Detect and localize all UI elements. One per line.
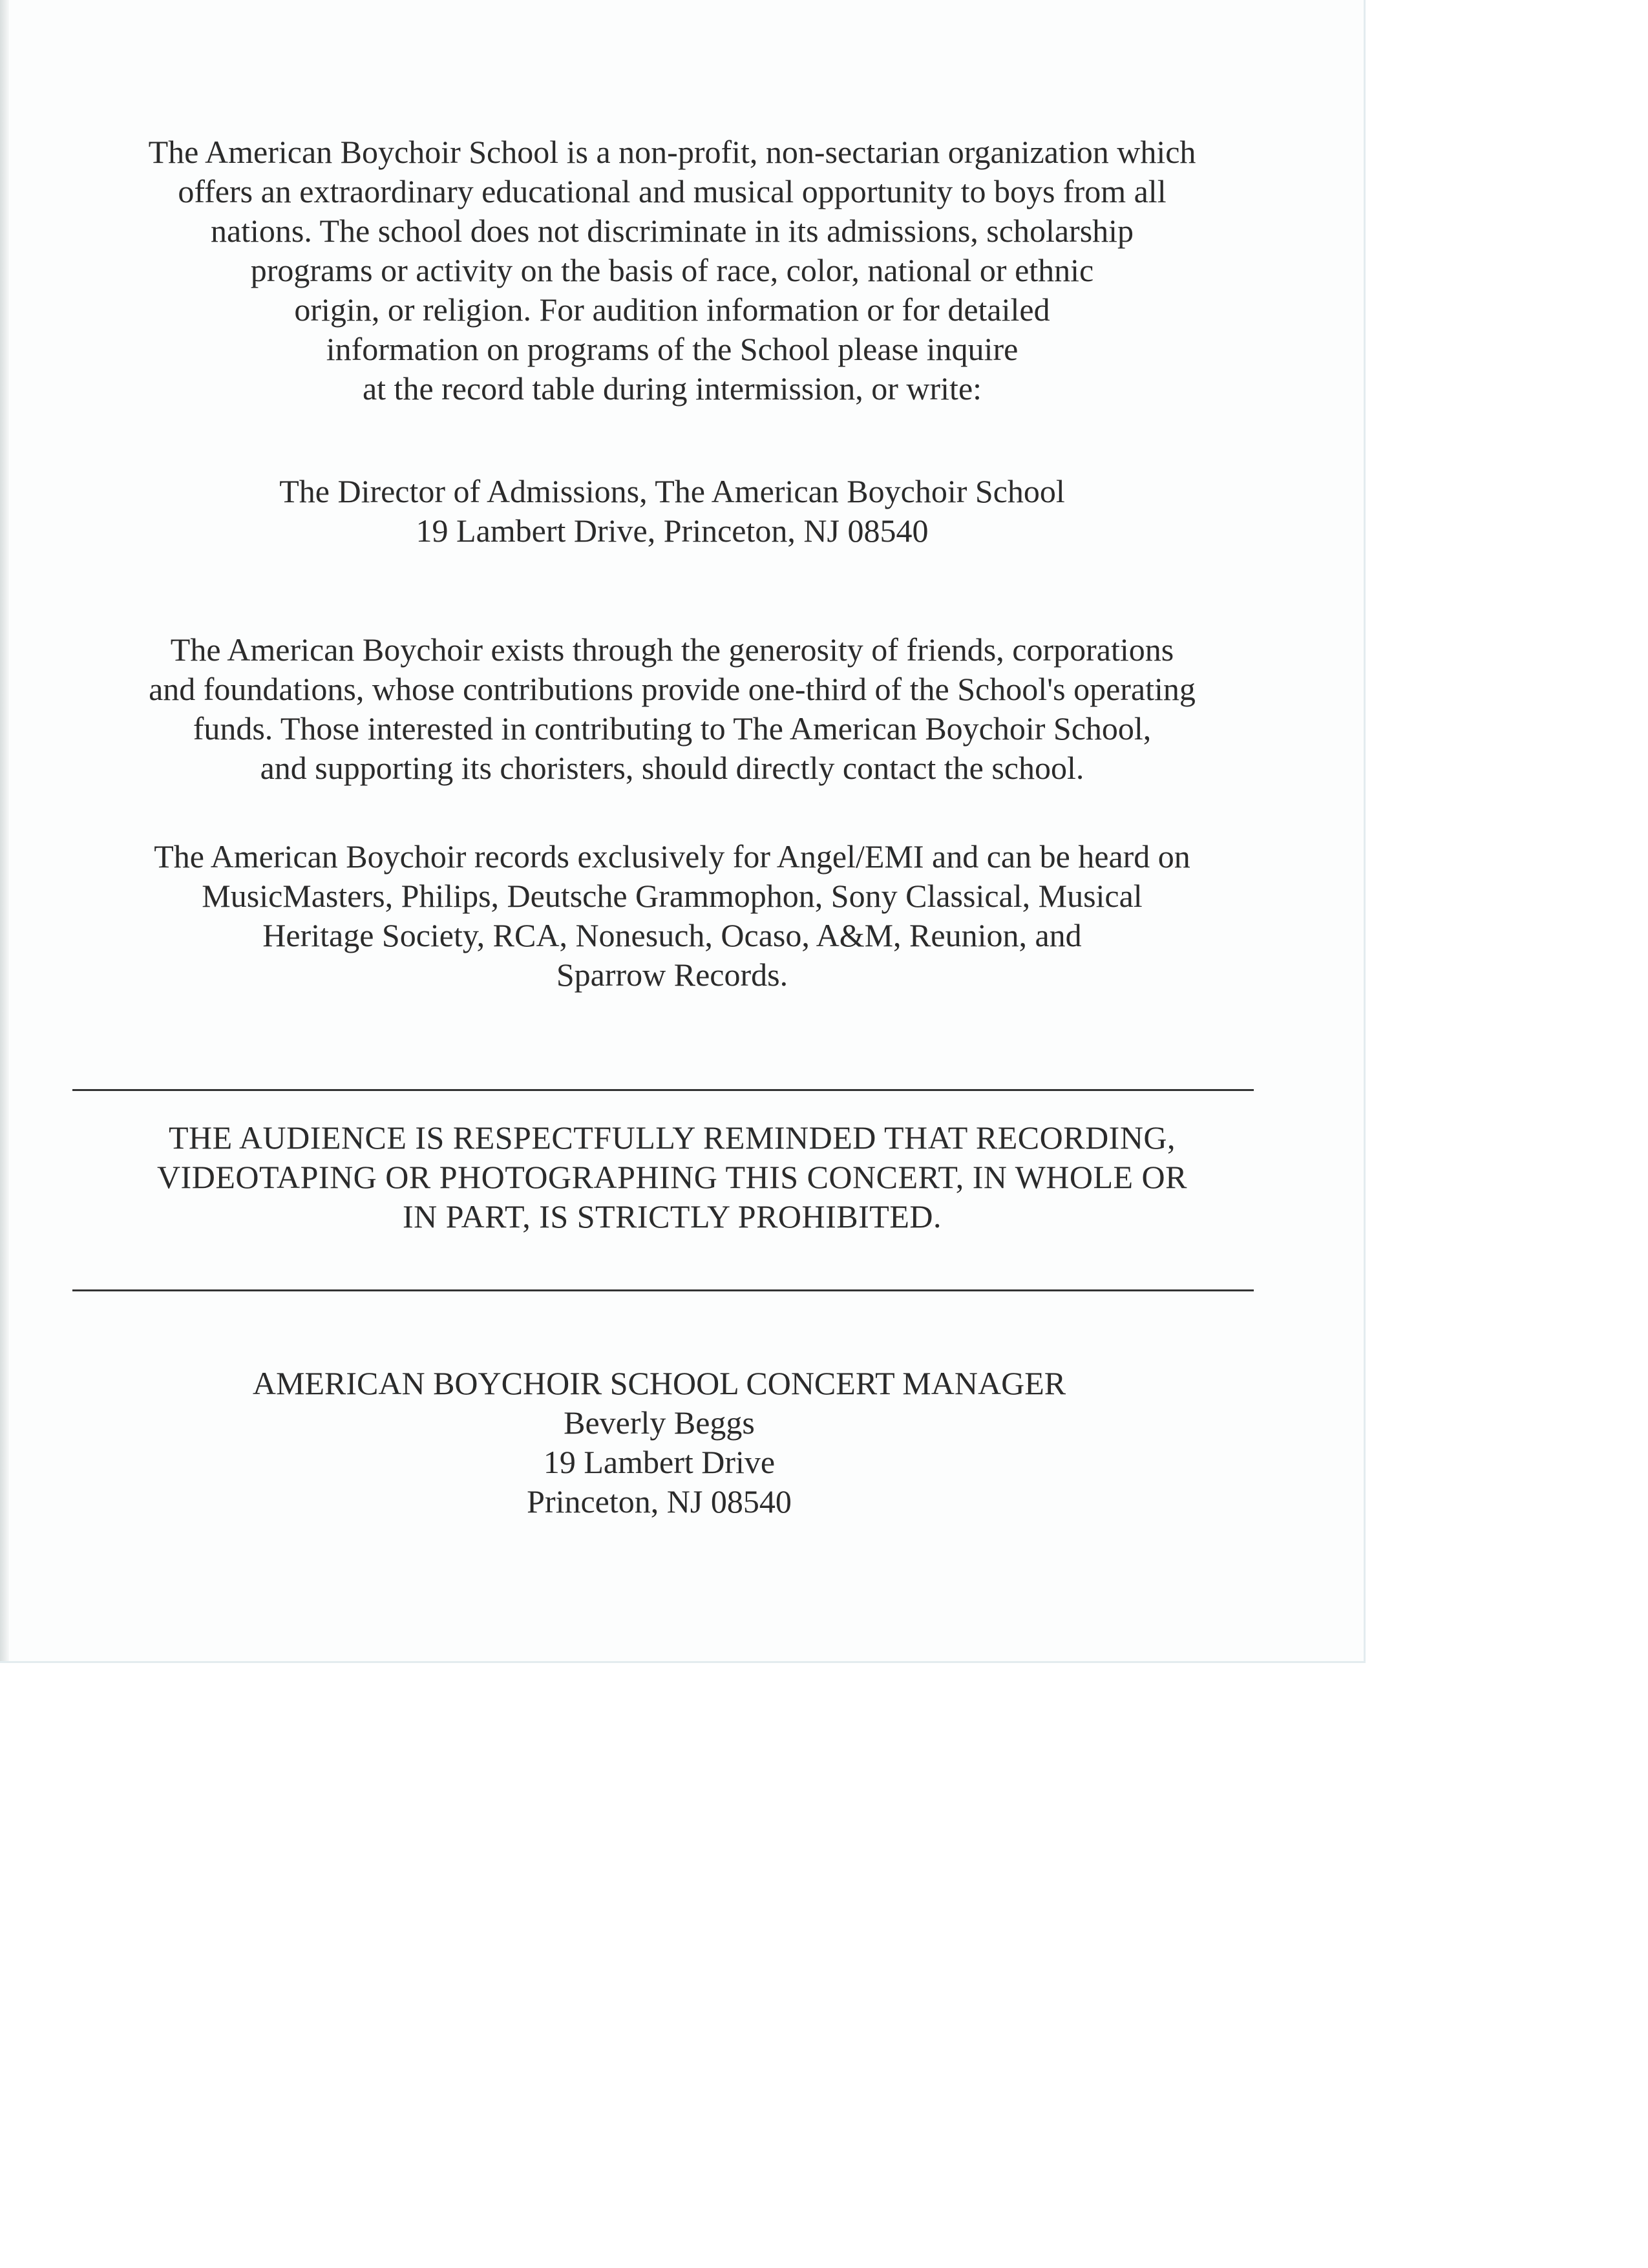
text-line: Sparrow Records. (556, 957, 788, 993)
text-line: The American Boychoir exists through the generosity of friends, corporations (170, 631, 1174, 668)
concert-manager-block (58, 1364, 1260, 1521)
text-line: and supporting its choristers, should directly contact the school. (260, 750, 1084, 786)
text-line: information on programs of the School please inquire (326, 331, 1019, 367)
admissions-address (71, 472, 1273, 551)
text-line: THE AUDIENCE IS RESPECTFULLY REMINDED THAT RECORDING, (168, 1119, 1176, 1156)
text-line: The American Boychoir School is a non-profit, non-sectarian organization which (148, 134, 1196, 170)
text-line: IN PART, IS STRICTLY PROHIBITED. (403, 1198, 942, 1235)
text-line: at the record table during intermission, or write: (362, 370, 982, 407)
text-line: funds. Those interested in contributing to The American Boychoir School, (193, 710, 1152, 747)
text-line: offers an extraordinary educational and musical opportunity to boys from all (178, 173, 1167, 209)
text-line: Heritage Society, RCA, Nonesuch, Ocaso, A&M, Reunion, and (262, 917, 1082, 953)
funding-paragraph (71, 630, 1273, 788)
text-line: MusicMasters, Philips, Deutsche Grammophon, Sony Classical, Musical (202, 878, 1143, 914)
text-line: 19 Lambert Drive, Princeton, NJ 08540 (416, 513, 929, 549)
divider-bottom (72, 1289, 1254, 1291)
concert-manager-street: 19 Lambert Drive (543, 1444, 776, 1480)
text-line: The American Boychoir records exclusively for Angel/EMI and can be heard on (154, 838, 1190, 874)
concert-manager-city: Princeton, NJ 08540 (527, 1483, 792, 1520)
school-intro-paragraph (71, 132, 1273, 408)
text-line: origin, or religion. For audition information or for detailed (294, 291, 1050, 328)
text-line: VIDEOTAPING OR PHOTOGRAPHING THIS CONCERT, IN WHOLE OR (156, 1159, 1188, 1195)
text-line: programs or activity on the basis of race, color, national or ethnic (250, 252, 1094, 288)
recordings-paragraph (71, 837, 1273, 995)
divider-top (72, 1089, 1254, 1091)
text-line: The Director of Admissions, The American Boychoir School (279, 473, 1065, 509)
concert-manager-title: AMERICAN BOYCHOIR SCHOOL CONCERT MANAGER (252, 1365, 1066, 1401)
text-line: and foundations, whose contributions provide one-third of the School's operating (149, 671, 1196, 707)
text-line: nations. The school does not discriminate in its admissions, scholarship (210, 213, 1134, 249)
concert-manager-name: Beverly Beggs (564, 1404, 755, 1441)
recording-prohibited-notice (71, 1118, 1273, 1236)
page-edge-shadow (0, 0, 9, 1661)
